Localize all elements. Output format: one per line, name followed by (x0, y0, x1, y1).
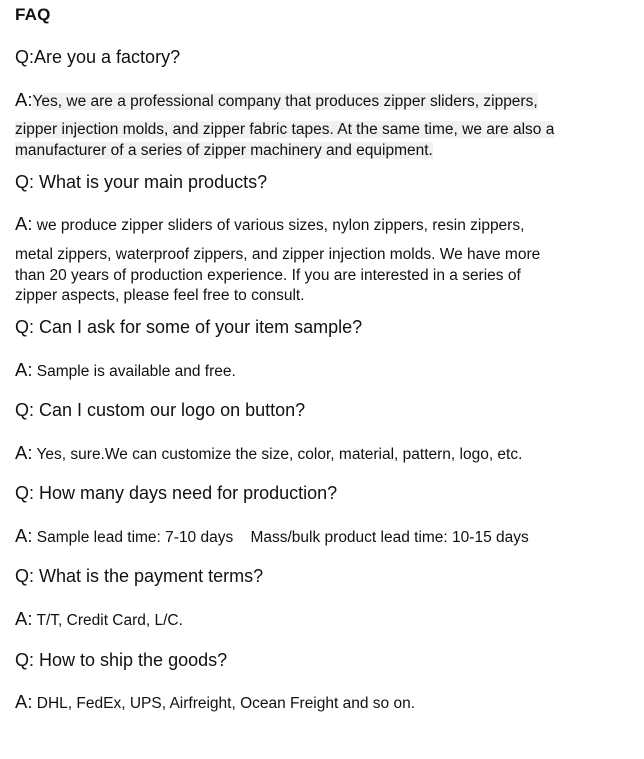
answer-text: we produce zipper sliders of various sizes, nylon zippers, resin zippers, (32, 217, 525, 234)
faq-question-products: Q: What is your main products? (15, 172, 268, 192)
answer-text: Sample is available and free. (32, 363, 236, 380)
faq-answer-sample (15, 359, 236, 381)
answer-prefix: A: (15, 359, 33, 380)
faq-answer-products-line-3: than 20 years of production experience. If you are interested in a series of (15, 267, 521, 284)
answer-text: Yes, sure.We can customize the size, color, material, pattern, logo, etc. (32, 446, 523, 463)
faq-answer-production (15, 525, 529, 547)
faq-answer-factory-line-2 (15, 121, 554, 139)
answer-text: Yes, we are a professional company that produces zipper sliders, zippers, (32, 93, 538, 110)
answer-text: DHL, FedEx, UPS, Airfreight, Ocean Freight and so on. (32, 695, 415, 712)
answer-text: manufacturer of a series of zipper machinery and equipment. (15, 142, 433, 159)
answer-prefix: A: (15, 442, 33, 463)
answer-prefix: A: (15, 525, 33, 546)
faq-question-logo: Q: Can I custom our logo on button? (15, 400, 306, 420)
faq-answer-payment (15, 608, 183, 630)
answer-text: Sample lead time: 7-10 days Mass/bulk product lead time: 10-15 days (32, 529, 529, 546)
faq-answer-factory-line-1 (15, 89, 538, 111)
answer-prefix: A: (15, 89, 33, 110)
answer-prefix: A: (15, 608, 33, 629)
faq-question-factory: Q:Are you a factory? (15, 47, 181, 67)
faq-question-sample: Q: Can I ask for some of your item sample? (15, 317, 363, 337)
faq-question-shipping: Q: How to ship the goods? (15, 650, 228, 670)
answer-prefix: A: (15, 691, 33, 712)
faq-answer-shipping (15, 691, 415, 713)
faq-answer-products-line-1 (15, 213, 524, 235)
faq-question-payment: Q: What is the payment terms? (15, 566, 264, 586)
faq-answer-logo (15, 442, 522, 464)
answer-text: zipper injection molds, and zipper fabric tapes. At the same time, we are also a (15, 121, 555, 138)
faq-answer-products-line-4: zipper aspects, please feel free to consult. (15, 287, 305, 304)
faq-answer-factory-line-3 (15, 142, 433, 160)
page-title: FAQ (15, 5, 51, 24)
answer-text: T/T, Credit Card, L/C. (32, 612, 183, 629)
faq-answer-products-line-2: metal zippers, waterproof zippers, and zipper injection molds. We have more (15, 246, 541, 263)
answer-prefix: A: (15, 213, 33, 234)
faq-question-production: Q: How many days need for production? (15, 483, 338, 503)
